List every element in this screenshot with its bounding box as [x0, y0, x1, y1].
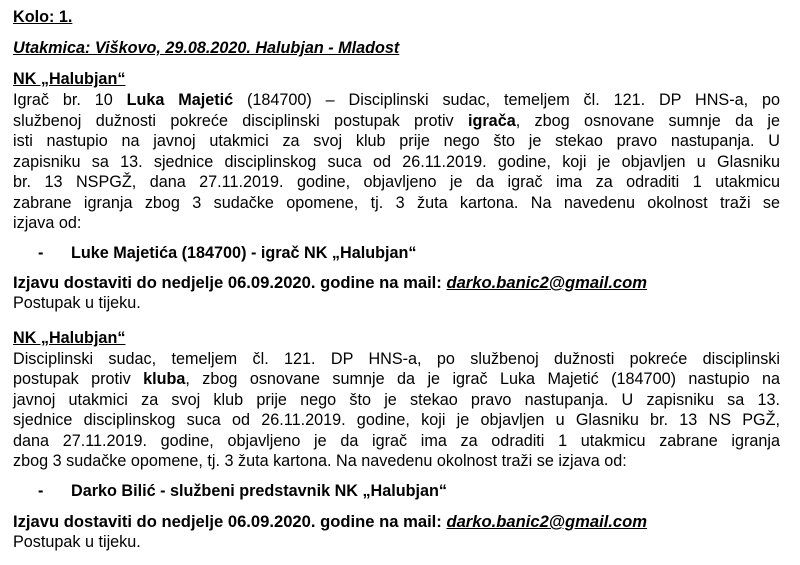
deadline-line: Izjavu dostaviti do nedjelje 06.09.2020. godine na mail: darko.banic2@gmail.com: [13, 273, 648, 292]
bullet-item: Luke Majetića (184700) - igrač NK „Halubjan“: [71, 244, 417, 262]
paragraph-line: službenoj dužnosti pokreće disciplinski postupak protiv igrača, zbog osnovane sumnje da je: [13, 112, 781, 130]
email-link[interactable]: darko.banic2@gmail.com: [446, 273, 648, 292]
round-heading: Kolo: 1.: [13, 8, 73, 26]
paragraph-line: sjednice disciplinskog suca od 26.11.2019. godine, koji je objavljen u Glasniku br. 13 NS PGŽ,: [13, 411, 780, 429]
paragraph-line: isti nastupio na javnoj utakmici za svoj klub prije nego što je stekao pravo nastupanja. U: [13, 132, 780, 150]
club-heading: NK „Halubjan“: [13, 70, 126, 88]
paragraph-line: br. 13 NSPGŽ, dana 27.11.2019. godine, objavljeno je da igrač ima za odraditi 1 utakmicu: [13, 173, 780, 191]
player-name: Luka Majetić: [126, 91, 234, 109]
bullet-mark: -: [38, 244, 44, 262]
paragraph-line: Disciplinski sudac, temeljem čl. 121. DP HNS-a, po službenoj dužnosti pokreće disciplinski: [13, 350, 780, 368]
paragraph-line: dana 27.11.2019. godine, objavljeno je da igrač ima za odraditi 1 utakmicu zabrane igranja: [13, 432, 780, 450]
email-link[interactable]: darko.banic2@gmail.com: [446, 512, 648, 531]
status-text: Postupak u tijeku.: [13, 533, 141, 551]
paragraph-line: postupak protiv kluba, zbog osnovane sumnje da je igrač Luka Majetić (184700) nastupio na: [13, 370, 780, 388]
paragraph-line: zabrane igranja zbog 3 sudačke opomene, tj. 3 žuta kartona. Na navedenu okolnost traži se: [13, 194, 780, 212]
paragraph-line: Igrač br. 10 Luka Majetić (184700) – Disciplinski sudac, temeljem čl. 121. DP HNS-a, po: [13, 91, 780, 109]
status-text: Postupak u tijeku.: [13, 294, 141, 312]
paragraph-line: zapisniku sa 13. sjednice disciplinskog suca od 26.11.2019. godine, koji je objavljen u Glasniku: [13, 153, 780, 171]
bullet-item: Darko Bilić - službeni predstavnik NK „Halubjan“: [71, 482, 447, 500]
paragraph-line: izjava od:: [13, 214, 82, 232]
bullet-mark: -: [38, 482, 44, 500]
paragraph-line: javnoj utakmici za svoj klub prije nego što je stekao pravo nastupanja. U zapisniku sa 13.: [13, 391, 780, 409]
match-heading: Utakmica: Viškovo, 29.08.2020. Halubjan - Mladost: [13, 39, 400, 57]
deadline-line: Izjavu dostaviti do nedjelje 06.09.2020. godine na mail: darko.banic2@gmail.com: [13, 512, 648, 531]
club-heading: NK „Halubjan“: [13, 329, 126, 347]
paragraph-line: zbog 3 sudačke opomene, tj. 3 žuta kartona. Na navedenu okolnost traži se izjava od:: [13, 452, 627, 470]
